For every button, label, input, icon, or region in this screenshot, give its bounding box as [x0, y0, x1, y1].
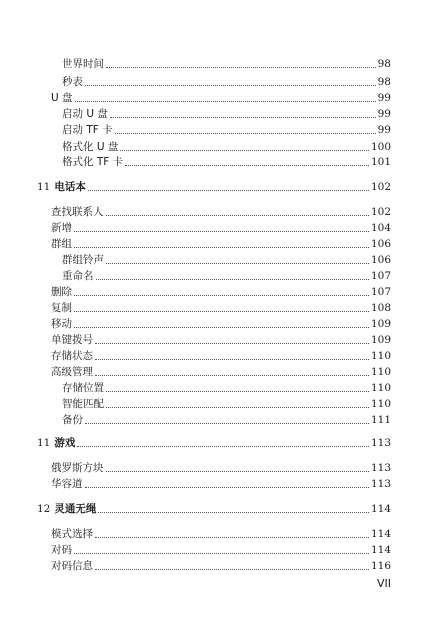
entry-title: 重命名 [62, 270, 94, 282]
page-number: VII [376, 577, 391, 590]
entry-title: 俄罗斯方块 [51, 462, 104, 474]
entry-page-number: 102 [370, 181, 391, 193]
toc-entry [62, 397, 391, 411]
dot-leader [106, 406, 369, 408]
entry-page-number: 99 [377, 124, 391, 136]
toc-entry [51, 91, 391, 105]
entry-page-number: 107 [370, 286, 391, 298]
dot-leader [75, 100, 376, 102]
entry-title: 存储位置 [62, 382, 104, 394]
dot-leader [85, 84, 376, 86]
entry-title: 查找联系人 [51, 206, 104, 218]
entry-title: 群组铃声 [62, 254, 104, 266]
dot-leader [74, 294, 369, 296]
toc-entry [62, 269, 391, 283]
dot-leader [85, 422, 369, 424]
toc-entry [62, 57, 391, 71]
entry-page-number: 106 [370, 254, 391, 266]
toc-entry [51, 559, 391, 573]
toc-entry [62, 155, 391, 169]
entry-page-number: 113 [370, 478, 391, 490]
entry-title: 格式化 TF 卡 [62, 156, 124, 168]
dot-leader [77, 445, 369, 447]
entry-title: 华容道 [51, 478, 83, 490]
entry-page-number: 114 [370, 503, 391, 515]
dot-leader [98, 511, 369, 513]
toc-chapter-entry [37, 180, 391, 194]
entry-title: 群组 [51, 238, 72, 250]
entry-page-number: 101 [370, 156, 391, 168]
entry-page-number: 106 [370, 238, 391, 250]
toc-entry [62, 413, 391, 427]
entry-title: 电话本 [54, 181, 86, 193]
dot-leader [74, 246, 369, 248]
entry-page-number: 110 [370, 382, 391, 394]
toc-entry [51, 461, 391, 475]
entry-page-number: 113 [370, 437, 391, 449]
entry-title: 存储状态 [51, 350, 93, 362]
dot-leader [110, 116, 376, 118]
toc-entry [51, 205, 391, 219]
entry-page-number: 108 [370, 302, 391, 314]
dot-leader [95, 536, 369, 538]
entry-title: 启动 TF 卡 [62, 124, 113, 136]
dot-leader [74, 230, 369, 232]
entry-page-number: 114 [370, 544, 391, 556]
entry-page-number: 98 [377, 58, 391, 70]
toc-entry [51, 221, 391, 235]
toc-entry [62, 107, 391, 121]
dot-leader [96, 278, 369, 280]
toc-chapter-entry [37, 502, 391, 516]
toc-entry [51, 477, 391, 491]
entry-page-number: 109 [370, 334, 391, 346]
toc-entry [62, 140, 391, 154]
entry-page-number: 102 [370, 206, 391, 218]
entry-title: U 盘 [51, 92, 73, 104]
entry-page-number: 113 [370, 462, 391, 474]
dot-leader [125, 164, 369, 166]
chapter-number: 12 [37, 503, 51, 515]
entry-page-number: 109 [370, 318, 391, 330]
entry-page-number: 107 [370, 270, 391, 282]
toc-entry [51, 333, 391, 347]
entry-title: 启动 U 盘 [62, 108, 108, 120]
toc-entry [51, 543, 391, 557]
entry-title: 智能匹配 [62, 398, 104, 410]
dot-leader [95, 374, 369, 376]
dot-leader [74, 326, 369, 328]
dot-leader [74, 310, 369, 312]
toc-entry [62, 75, 391, 89]
entry-page-number: 114 [370, 528, 391, 540]
entry-title: 对码 [51, 544, 72, 556]
toc-entry [51, 237, 391, 251]
toc-entry [62, 253, 391, 267]
entry-title: 对码信息 [51, 560, 93, 572]
entry-title: 单键拨号 [51, 334, 93, 346]
toc-entry [51, 365, 391, 379]
dot-leader [95, 568, 369, 570]
entry-title: 模式选择 [51, 528, 93, 540]
toc-entry [51, 301, 391, 315]
dot-leader [106, 390, 369, 392]
entry-page-number: 99 [377, 108, 391, 120]
entry-title: 移动 [51, 318, 72, 330]
entry-page-number: 116 [370, 560, 391, 572]
dot-leader [106, 66, 376, 68]
entry-page-number: 111 [370, 414, 391, 426]
toc-entry [51, 285, 391, 299]
toc-entry [62, 381, 391, 395]
entry-title: 新增 [51, 222, 72, 234]
entry-title: 复制 [51, 302, 72, 314]
entry-title: 游戏 [54, 437, 76, 449]
entry-page-number: 98 [377, 76, 391, 88]
dot-leader [85, 486, 369, 488]
entry-title: 高级管理 [51, 366, 93, 378]
entry-title: 备份 [62, 414, 83, 426]
entry-title: 格式化 U 盘 [62, 141, 119, 153]
chapter-number: 11 [37, 181, 51, 193]
toc-entry [51, 527, 391, 541]
entry-title: 灵通无绳 [54, 503, 97, 515]
toc-entry [62, 123, 391, 137]
dot-leader [74, 552, 369, 554]
dot-leader [95, 342, 369, 344]
dot-leader [106, 214, 369, 216]
chapter-number: 11 [37, 437, 51, 449]
entry-page-number: 110 [370, 398, 391, 410]
entry-page-number: 110 [370, 350, 391, 362]
dot-leader [120, 149, 369, 151]
dot-leader [106, 470, 369, 472]
dot-leader [88, 189, 369, 191]
toc-entry [51, 349, 391, 363]
toc-chapter-entry [37, 436, 391, 450]
entry-page-number: 110 [370, 366, 391, 378]
dot-leader [95, 358, 369, 360]
toc-entry [51, 317, 391, 331]
entry-page-number: 100 [370, 141, 391, 153]
entry-page-number: 104 [370, 222, 391, 234]
dot-leader [115, 132, 376, 134]
entry-title: 世界时间 [62, 58, 104, 70]
entry-title: 删除 [51, 286, 72, 298]
entry-page-number: 99 [377, 92, 391, 104]
entry-title: 秒表 [62, 76, 83, 88]
dot-leader [106, 262, 369, 264]
